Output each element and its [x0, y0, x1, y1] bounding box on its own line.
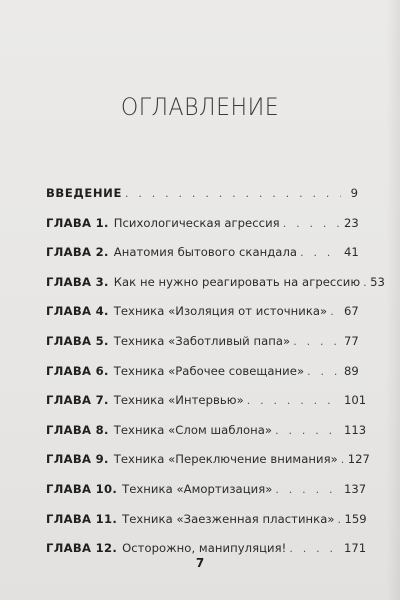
toc-entry-title: Психологическая агрессия: [113, 215, 280, 230]
toc-entry-label: ГЛАВА 2.: [46, 245, 109, 260]
toc-entry-chapter-5[interactable]: [46, 334, 358, 364]
toc-entry-title: Техника «Переключение внимания»: [113, 452, 338, 467]
toc-entry-page: 89: [344, 363, 359, 378]
page-edge-shadow: [386, 0, 400, 600]
dot-leader: [125, 187, 341, 200]
page-title: ОГЛАВЛЕНИЕ: [120, 93, 280, 121]
toc-entry-label: ГЛАВА 10.: [46, 481, 118, 496]
dot-leader: [341, 453, 345, 466]
toc-entry-label: ГЛАВА 6.: [46, 363, 109, 378]
page-number: 7: [195, 556, 205, 570]
toc-entry-title: Техника «Интервью»: [113, 393, 244, 408]
dot-leader: [300, 246, 341, 259]
toc-entry-title: Как не нужно реагировать на агрессию: [113, 274, 361, 289]
toc-entry-chapter-1[interactable]: [46, 216, 358, 246]
toc-entry-page: 9: [350, 186, 358, 200]
dot-leader: [338, 513, 342, 526]
dot-leader: [275, 483, 341, 496]
table-of-contents: [46, 186, 385, 571]
toc-entry-label: ГЛАВА 4.: [46, 304, 109, 319]
toc-entry-page: 113: [344, 422, 367, 437]
toc-entry-page: 77: [344, 333, 359, 348]
toc-entry-page: 127: [347, 452, 370, 467]
toc-entry-label: ГЛАВА 5.: [46, 333, 109, 348]
toc-entry-chapter-11[interactable]: [46, 511, 367, 542]
toc-entry-page: 53: [370, 274, 385, 289]
toc-entry-chapter-6[interactable]: [46, 364, 358, 394]
toc-entry-page: 101: [344, 393, 367, 408]
toc-entry-chapter-4[interactable]: [46, 304, 358, 334]
toc-entry-page: 159: [344, 511, 367, 526]
toc-entry-chapter-7[interactable]: [46, 393, 367, 423]
toc-entry-label: ГЛАВА 3.: [46, 274, 109, 289]
toc-entry-chapter-9[interactable]: [46, 452, 370, 482]
toc-entry-page: 23: [344, 215, 359, 230]
toc-entry-title: Техника «Слом шаблона»: [113, 422, 273, 437]
toc-entry-page: 67: [344, 304, 359, 319]
toc-entry-intro[interactable]: [46, 186, 358, 216]
dot-leader: [363, 276, 367, 289]
toc-entry-label: ВВЕДЕНИЕ: [46, 186, 122, 200]
dot-leader: [330, 305, 341, 318]
toc-entry-chapter-2[interactable]: [46, 245, 358, 275]
toc-entry-title: Осторожно, манипуляция!: [122, 541, 287, 556]
toc-entry-label: ГЛАВА 7.: [46, 393, 109, 408]
toc-entry-label: ГЛАВА 11.: [46, 511, 118, 526]
toc-entry-label: ГЛАВА 12.: [46, 541, 118, 556]
toc-entry-page: 41: [344, 245, 359, 260]
toc-entry-title: Техника «Заезженная пластинка»: [122, 511, 335, 526]
toc-entry-page: 171: [344, 541, 367, 556]
dot-leader: [247, 394, 341, 407]
toc-entry-title: Техника «Заботливый папа»: [113, 333, 291, 348]
toc-entry-title: Анатомия бытового скандала: [113, 245, 298, 260]
toc-entry-chapter-3[interactable]: [46, 274, 385, 305]
dot-leader: [283, 217, 341, 230]
toc-entry-label: ГЛАВА 9.: [46, 452, 109, 467]
dot-leader: [307, 365, 341, 378]
toc-entry-title: Техника «Амортизация»: [122, 481, 273, 496]
dot-leader: [289, 542, 341, 555]
toc-entry-title: Техника «Изоляция от источника»: [113, 304, 328, 319]
toc-entry-label: ГЛАВА 1.: [46, 215, 109, 230]
toc-entry-title: Техника «Рабочее совещание»: [113, 363, 305, 378]
toc-entry-chapter-8[interactable]: [46, 422, 367, 453]
dot-leader: [293, 335, 341, 348]
toc-entry-chapter-10[interactable]: [46, 481, 367, 512]
toc-entry-page: 137: [344, 481, 367, 496]
toc-entry-label: ГЛАВА 8.: [46, 422, 109, 437]
dot-leader: [275, 424, 341, 437]
